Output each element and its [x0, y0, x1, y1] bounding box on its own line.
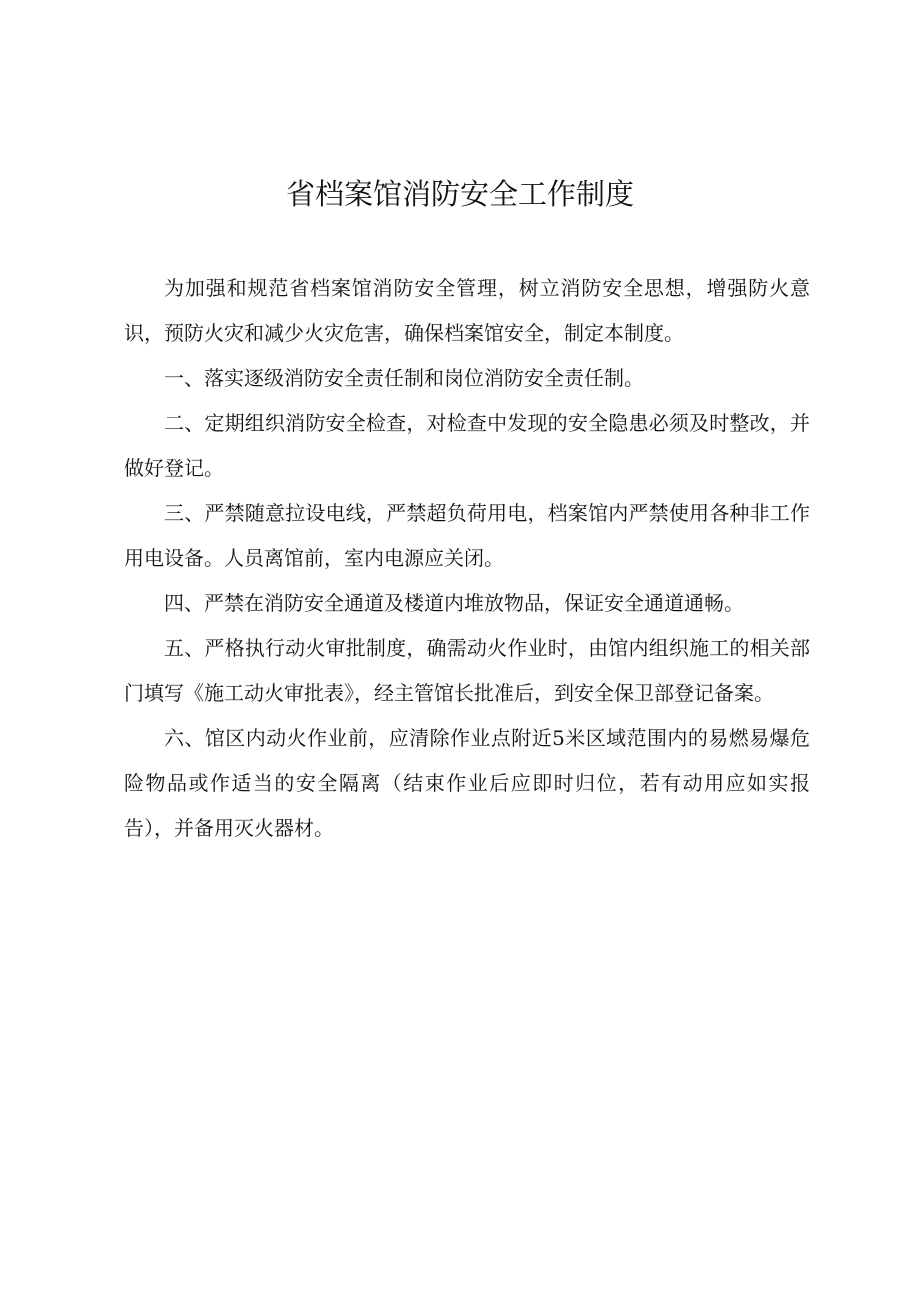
document-title: 省档案馆消防安全工作制度: [285, 177, 634, 211]
rule-paragraph-2: 二、定期组织消防安全检查，对检查中发现的安全隐患必须及时整改，并做好登记。: [124, 411, 810, 480]
document-body: [124, 266, 810, 851]
rule-paragraph-1: 一、落实逐级消防安全责任制和岗位消防安全责任制。: [164, 366, 644, 390]
rule-paragraph-4: 四、严禁在消防安全通道及楼道内堆放物品，保证安全通道通畅。: [164, 591, 744, 615]
intro-paragraph: 为加强和规范省档案馆消防安全管理，树立消防安全思想，增强防火意识，预防火灾和减少火灾危害，确保档案馆安全，制定本制度。: [124, 276, 810, 345]
rule-paragraph-5: 五、严格执行动火审批制度，确需动火作业时，由馆内组织施工的相关部门填写《施工动火审批表》，经主管馆长批准后，到安全保卫部登记备案。: [124, 636, 810, 705]
rule-paragraph-6: 六、馆区内动火作业前，应清除作业点附近5米区域范围内的易燃易爆危险物品或作适当的安全隔离（结束作业后应即时归位，若有动用应如实报告），并备用灭火器材。: [124, 726, 810, 840]
rule-paragraph-3: 三、严禁随意拉设电线，严禁超负荷用电，档案馆内严禁使用各种非工作用电设备。人员离馆前，室内电源应关闭。: [124, 501, 810, 570]
